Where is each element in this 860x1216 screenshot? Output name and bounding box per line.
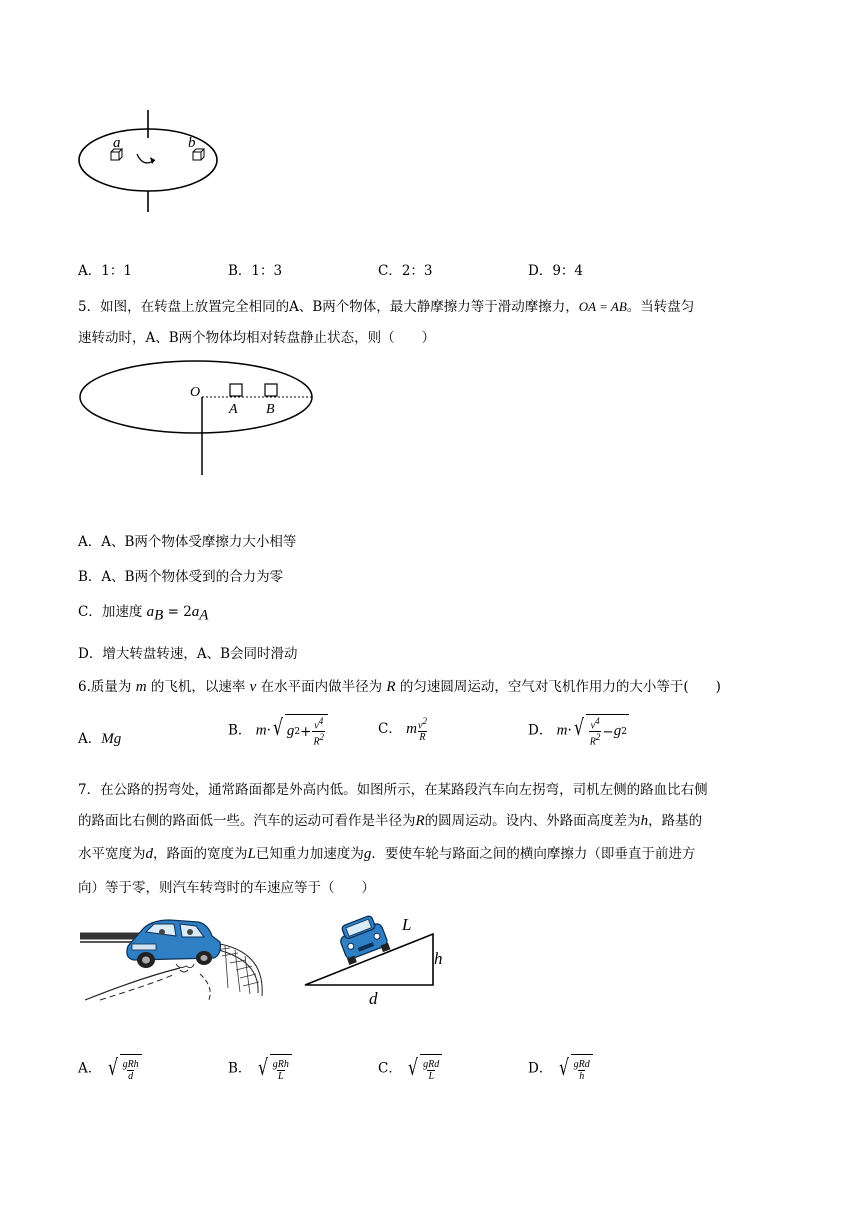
q7-car-icon xyxy=(127,920,221,972)
q7-label-h: h xyxy=(434,949,443,968)
q7-option-c[interactable]: C． √ $\frac{\text{gRd}}{L}$ xyxy=(378,1054,442,1084)
q7-label-L: L xyxy=(402,915,412,934)
q7-option-b[interactable]: B． √ $\frac{\text{gRh}}{L}$ xyxy=(228,1054,292,1084)
q5-label-b: B xyxy=(266,402,275,417)
q4-option-c[interactable]: C．2：3 xyxy=(378,263,433,279)
q5-option-c[interactable]: C．加速度 $a_B = 2a_A$ xyxy=(78,604,209,624)
q5-option-b[interactable]: B．A、B两个物体受到的合力为零 xyxy=(78,569,284,585)
q4-arrow-head xyxy=(150,157,155,164)
q5-stem-line2: 速转动时，A、B两个物体均相对转盘静止状态，则（ ） xyxy=(78,330,436,346)
q7-incline-diagram xyxy=(300,910,450,1010)
q6-option-b[interactable]: B． m· √ g 2 + $\frac{v^4}{R^2}$ xyxy=(228,714,328,748)
q5-block-a xyxy=(230,384,242,396)
q4-option-b[interactable]: B．1：3 xyxy=(228,263,283,279)
q4-option-d[interactable]: D．9：4 xyxy=(528,263,584,279)
q5-option-a[interactable]: A．A、B两个物体受摩擦力大小相等 xyxy=(78,534,297,550)
q5-option-d[interactable]: D．增大转盘转速，A、B会同时滑动 xyxy=(78,646,298,662)
q7-stem-line2: 的路面比右侧的路面低一些。汽车的运动可看作是半径为R的圆周运动。设内、外路面高度差为h，路基的 xyxy=(78,813,703,829)
q4-option-a[interactable]: A．1：1 xyxy=(78,263,132,279)
q4-block-a xyxy=(111,152,119,160)
q4-block-b xyxy=(193,152,201,160)
q6-option-d[interactable]: D． m· √ $\frac{v^4}{R^2}$ − g 2 xyxy=(528,716,627,748)
q7-stem-line3: 水平宽度为d，路面的宽度为L已知重力加速度为g．要使车轮与路面之间的横向摩擦力（即垂直于前进方 xyxy=(78,846,696,862)
q5-turntable-figure xyxy=(78,358,318,478)
q5-label-a: A xyxy=(229,402,238,417)
q7-option-a[interactable]: A． √ $\frac{\text{gRh}}{d}$ xyxy=(78,1054,142,1084)
q6-option-a[interactable]: A．Mg xyxy=(78,731,122,747)
q5-eq-oa-ab: OA = AB xyxy=(578,299,627,314)
q6-stem: 6.质量为 m 的飞机，以速率 v 在水平面内做半径为 R 的匀速圆周运动，空气对飞机作用力的大小等于( ) xyxy=(78,679,721,695)
q7-label-d: d xyxy=(369,989,378,1008)
q4-label-a: a xyxy=(113,135,121,151)
q7-stem-line4: 向）等于零，则汽车转弯时的车速应等于（ ） xyxy=(78,880,375,896)
q7-stem-line1: 7．在公路的拐弯处，通常路面都是外高内低。如图所示，在某路段汽车向左拐弯，司机左侧的路血比右侧 xyxy=(78,782,708,798)
q7-car-road-image xyxy=(80,908,265,1003)
q5-label-o: O xyxy=(190,385,201,400)
q6-option-c[interactable]: C． m $\frac{v^2}{R}$ xyxy=(378,716,427,744)
q4-turntable-figure xyxy=(75,110,225,215)
q5-stem-line1: 5．如图，在转盘上放置完全相同的A、B两个物体，最大静摩擦力等于滑动摩擦力，OA = AB。当转盘匀 xyxy=(78,299,695,315)
q5-block-b xyxy=(265,384,277,396)
q7-option-d[interactable]: D． √ $\frac{\text{gRd}}{h}$ xyxy=(528,1054,593,1084)
q4-label-b: b xyxy=(188,135,196,151)
